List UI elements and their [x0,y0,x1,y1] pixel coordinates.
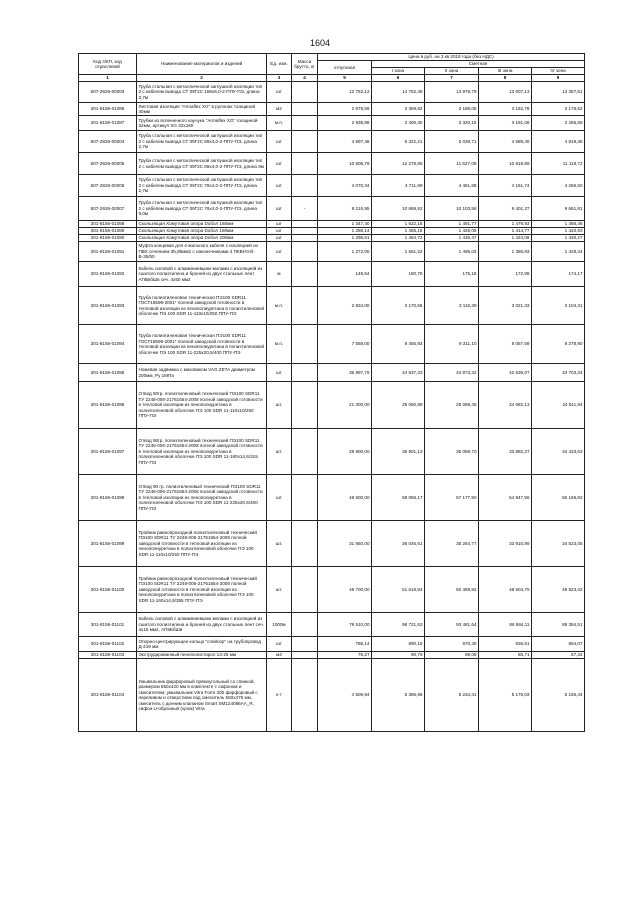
column-number: 8 [479,75,532,82]
zone-2-price: 89,08 [425,652,479,659]
header-zone-3: III зона [479,68,532,75]
zone-4-price: 24 611,94 [532,382,585,429]
page-number: 1604 [309,38,331,48]
zone-2-price: 25 059,45 [425,382,479,429]
item-code: 507-2926-00004 [79,131,137,153]
item-mass [292,613,318,637]
table-row [79,521,585,567]
item-code: 301-8156-01101 [79,613,137,637]
zone-2-price: 57 177,90 [425,475,479,521]
zone-4-price: 34 523,05 [532,521,585,567]
table-row [79,475,585,521]
header-unit: Ед. изм. [267,54,292,75]
item-code: 301-8156-01098 [79,475,137,521]
zone-1-price: 12 278,85 [372,153,425,175]
zone-3-price: 4 151,74 [479,175,532,197]
release-price: 4 070,34 [318,175,372,197]
item-code: 301-8156-01102 [79,637,137,652]
column-number: 2 [137,75,267,82]
zone-3-price: 85,71 [479,652,532,659]
header-name: Наименование материалов и изделий [137,54,267,75]
table-row [79,262,585,287]
item-name: Труба стальная с металлической заглушкой изоляции тип 2 с кабелем вывода СТ 09Г2С 76х4,0-2-ППУ-ПЭ, длина 2,7м [137,175,267,197]
item-unit: м2 [267,103,292,116]
zone-2-price: 1 491,77 [425,221,479,228]
header-estimate: Сметная [372,61,585,68]
release-price: 148,64 [318,262,372,287]
header-mass: Масса брутто, кг [292,54,318,75]
zone-2-price: 4 461,68 [425,175,479,197]
table-row [79,637,585,652]
item-unit: шт. [267,382,292,429]
zone-2-price: 11 627,09 [425,153,479,175]
zone-1-price: 98 721,53 [372,613,425,637]
zone-3-price: 1 479,93 [479,221,532,228]
item-mass [292,637,318,652]
zone-1-price: 3 170,66 [372,287,425,325]
zone-4-price: 43 703,34 [532,364,585,382]
zone-4-price: 174,17 [532,262,585,287]
zone-2-price: 5 234,41 [425,659,479,732]
item-mass [292,382,318,429]
header-price-group: Цена в руб. на 3 кв 2019 года (без НДС) [318,54,585,61]
item-name: Листовая изоляция "Armaflex XG" в рулонах толщиной 40мм [137,103,267,116]
table-row [79,116,585,131]
item-mass: - [292,197,318,221]
item-mass [292,221,318,228]
item-name: Отвод 60гр. полиэтиленовый технический ПЭ100 SDR11 ТУ 2248-006-21761654-2008 полной заводской готовности в тепловой изоляции из пенополиуретана в полиэтиленовой оболочке ПЭ 100 SDR 11-110х10/250 ППУ-ПЭ [137,382,267,429]
zone-1-price: 58 056,17 [372,475,425,521]
zone-4-price: 3 176,52 [532,103,585,116]
item-unit: м.п. [267,325,292,364]
column-number: 1 [79,75,137,82]
item-code: 301-8156-01090 [79,235,137,242]
item-code: 301-8156-01096 [79,382,137,429]
zone-3-price: 33 892,37 [479,429,532,475]
release-price: 1 296,61 [318,235,372,242]
header-zone-1: I зона [372,68,425,75]
item-unit: шт [267,131,292,153]
zone-1-price: 35 901,13 [372,429,425,475]
zone-3-price: 86 984,11 [479,613,532,637]
header-code: Код ОКП, код отраслевой [79,54,137,75]
zone-2-price: 93 481,64 [425,613,479,637]
table-row [79,567,585,613]
header-release: отпускная [318,61,372,75]
zone-1-price: 5 322,21 [372,131,425,153]
zone-3-price: 1 414,77 [479,228,532,235]
column-number: 7 [425,75,479,82]
table-row [79,235,585,242]
zone-1-price: 1 622,16 [372,221,425,228]
item-code: 507-2926-00003 [79,82,137,103]
zone-3-price: 3 191,06 [479,116,532,131]
item-mass [292,325,318,364]
zone-4-price: 5 186,44 [532,659,585,732]
item-code: 301-8156-01088 [79,221,137,228]
item-name: Труба стальная с металлической заглушкой изоляции тип 2 с кабелем вывода СТ 09Г2С 89х4,0-2-ППУ-ПЭ, длина 9м [137,153,267,175]
item-code: 301-8156-01092 [79,262,137,287]
zone-4-price: 89 394,51 [532,613,585,637]
zone-4-price: 49 523,42 [532,567,585,613]
zone-2-price: 43 873,32 [425,364,479,382]
zone-2-price: 1 435,47 [425,235,479,242]
release-price: 31 950,00 [318,521,372,567]
item-code: 301-8156-01087 [79,116,137,131]
item-name: Скользящая Хомутовая опора Dобол 180мм [137,228,267,235]
table-row [79,613,585,637]
zone-2-price: 1 495,03 [425,242,479,262]
release-price: 4 509,94 [318,659,372,732]
item-name: Трубки из вспененного каучука "Armaflex XG" толщиной 32мм, артикул XG 32х160 [137,116,267,131]
item-code: 301-8156-01089 [79,228,137,235]
price-table [78,53,585,732]
zone-3-price: 10 818,89 [479,153,532,175]
item-mass [292,116,318,131]
table-row [79,287,585,325]
zone-2-price: 10 103,56 [425,197,479,221]
zone-2-price: 175,18 [425,262,479,287]
release-price: 2 878,56 [318,103,372,116]
zone-1-price: 5 386,96 [372,659,425,732]
zone-3-price: 24 082,13 [479,382,532,429]
table-row [79,228,585,235]
item-unit: м.п. [267,116,292,131]
column-number: 4 [292,75,318,82]
item-code: 301-8156-01094 [79,325,137,364]
column-number: 6 [372,75,425,82]
zone-1-price: 3 400,30 [372,116,425,131]
item-unit: шт [267,637,292,652]
zone-3-price: 42 535,07 [479,364,532,382]
table-row [79,382,585,429]
zone-1-price: 4 711,99 [372,175,425,197]
zone-4-price: 854,07 [532,637,585,652]
release-price: 1 288,14 [318,228,372,235]
zone-1-price: 51 618,84 [372,567,425,613]
item-unit: шт. [267,567,292,613]
item-name: Ножевая задвижка с маховиком VAG ZETA диаметром 200мм, Ру 1МПа [137,364,267,382]
item-name: Скользящая Хомутовая опора Dобол 200мм [137,235,267,242]
item-code: 301-8156-01097 [79,429,137,475]
zone-4-price: 3 104,31 [532,287,585,325]
zone-2-price: 5 039,71 [425,131,479,153]
zone-1-price: 14 762,38 [372,82,425,103]
zone-1-price: 180,75 [372,262,425,287]
table-row [79,242,585,262]
release-price: 9 216,95 [318,197,372,221]
item-code: 301-8156-01104 [79,659,137,732]
item-name: Кабель силовой с алюминиевыми жилами с изоляцией из сшитого полиэтилена и броней из двух стальных лент АПвБбШв сеч. 4х50 мм2 [137,262,267,287]
item-unit: шт. [267,429,292,475]
item-unit: шт [267,228,292,235]
item-name: Тройник равнопроходной полиэтиленовый технический ПЭ100 SDR11 ТУ 2248-006-21761654-2008 полной заводской готовности в тепловой изоляции из пенополиуретана в полиэтиленовой оболочке ПЭ 100 SDR 11-110х10/250 ППУ-ПЭ [137,521,267,567]
item-code: 301-8156-01093 [79,287,137,325]
zone-2-price: 3 116,39 [425,287,479,325]
zone-2-price: 8 311,10 [425,325,479,364]
item-mass [292,175,318,197]
zone-1-price: 1 464,72 [372,235,425,242]
table-row [79,364,585,382]
item-mass [292,228,318,235]
zone-4-price: 1 486,36 [532,221,585,228]
item-mass [292,364,318,382]
zone-1-price: 44 637,33 [372,364,425,382]
zone-4-price: 11 118,72 [532,153,585,175]
zone-1-price: 1 561,22 [372,242,425,262]
release-price: 29 900,00 [318,429,372,475]
item-name: Экструдированный пенополистирол 13-25 мм [137,652,267,659]
zone-3-price: 3 021,33 [479,287,532,325]
release-price: 1 272,00 [318,242,372,262]
zone-4-price: 1 430,27 [532,235,585,242]
table-row [79,175,585,197]
item-mass [292,567,318,613]
table-row [79,131,585,153]
item-unit: шт. [267,521,292,567]
item-code: 301-8156-01103 [79,652,137,659]
zone-3-price: 1 424,08 [479,235,532,242]
zone-1-price: 8 455,93 [372,325,425,364]
release-price: 79 510,00 [318,613,372,637]
item-unit: шт [267,153,292,175]
release-price: 7 558,00 [318,325,372,364]
table-row [79,82,585,103]
zone-4-price: 1 420,93 [532,228,585,235]
item-name: Умывальник фарфоровый прямоугольный со спинкой, размером 550х420 мм в комплекте с сифоном и смесителем; умывальник Vitra Form 300 фарфоровый с переливом и отверстием под смеситель 550х475 мм, смеситель с донним клапаном Smart SM124086AA_R, сифон U-образный (хром) Vitra [137,659,267,732]
zone-2-price: 3 320,16 [425,116,479,131]
item-code: 301-8156-01100 [79,567,137,613]
release-price: 45 700,00 [318,567,372,613]
table-row [79,659,585,732]
item-code: 507-2926-00005 [79,153,137,175]
item-name: Кабель силовой с алюминиевыми жилами с изоляцией из сшитого полиэтилена и броней из двух стальных лент сеч. 4х16 мм2, АПвБбШв [137,613,267,637]
item-unit: шт [267,82,292,103]
item-mass [292,131,318,153]
item-code: 301-8156-01099 [79,521,137,567]
column-number: 3 [267,75,292,82]
item-mass [292,659,318,732]
column-number: 9 [532,75,585,82]
release-price: 36 897,76 [318,364,372,382]
item-unit: шт [267,364,292,382]
zone-1-price: 36 046,61 [372,521,425,567]
item-unit: м [267,262,292,287]
zone-3-price: 4 589,40 [479,131,532,153]
column-number-row [79,75,585,82]
table-row [79,325,585,364]
release-price: 48 600,00 [318,475,372,521]
zone-1-price: 890,18 [372,637,425,652]
item-mass [292,429,318,475]
zone-4-price: 4 819,36 [532,131,585,153]
item-name: Муфта концевая для 4-жильного кабеля с изоляцией из ПВХ сечением 35,95мм2 с наконечниками 4 ПКВНтпб-В-35/50 [137,242,267,262]
zone-3-price: 8 057,59 [479,325,532,364]
zone-1-price: 10 669,92 [372,197,425,221]
item-name: Отвод 90гр. полиэтиленовый технический ПЭ100 SDR11 ТУ 2248-006-21761654-2008 полной заводской готовности в тепловой изоляции из пенополиуретана в полиэтиленовой оболочке ПЭ 100 SDR 11-160х14,6/315 ППУ-ПЭ [137,429,267,475]
item-code: 301-8156-01086 [79,103,137,116]
item-name: Труба полиэтиленовая техническая ПЭ100 SDR11 ГОСТ18599-2001* полной заводской готовности в тепловой изоляции из пенополиуретана в полиэтиленовой оболочке ПЭ 100 SDR 11-110х10/250 ППУ-ПЭ [137,287,267,325]
zone-2-price: 3 188,05 [425,103,479,116]
item-name: Тройник равнопроходной полиэтиленовый технический ПЭ100 SDR11 ТУ 2248-006-21761654-2008 полной заводской готовности в тепловой изоляции из пенополиуретана в полиэтиленовой оболочке ПЭ 100 SDR 11-160х14,6/355 ППУ-ПЭ [137,567,267,613]
zone-2-price: 35 059,70 [425,429,479,475]
item-name: Труба полиэтиленовая техническая ПЭ100 SDR11 ГОСТ18599-2001* полной заводской готовности в тепловой изоляции из пенополиуретана в полиэтиленовой оболочке ПЭ 100 SDR 11-225х20,5/400 ППУ-ПЭ [137,325,267,364]
zone-2-price: 50 469,92 [425,567,479,613]
zone-3-price: 836,51 [479,637,532,652]
zone-2-price: 35 264,77 [425,521,479,567]
item-mass [292,652,318,659]
item-unit: шт [267,197,292,221]
zone-1-price: 90,79 [372,652,425,659]
item-mass [292,475,318,521]
column-number: 5 [318,75,372,82]
item-mass [292,242,318,262]
zone-3-price: 48 504,75 [479,567,532,613]
zone-1-price: 25 060,88 [372,382,425,429]
item-unit: шт [267,235,292,242]
item-name: Отвод 90 гр. полиэтиленовый технический ПЭ100 SDR11 ТУ 2248-006-21761654-2008 полной заводской готовности в тепловой изоляции из пенополиуретана в полиэтиленовой оболочке ПЭ 100 SDR 11-225х20,5/400 ППУ-ПЭ [137,475,267,521]
zone-3-price: 13 007,13 [479,82,532,103]
zone-3-price: 9 401,27 [479,197,532,221]
release-price: 788,14 [318,637,372,652]
item-unit: шт [267,221,292,228]
zone-3-price: 172,99 [479,262,532,287]
zone-4-price: 9 661,81 [532,197,585,221]
item-unit: м3 [267,652,292,659]
zone-1-price: 1 455,16 [372,228,425,235]
zone-4-price: 13 367,61 [532,82,585,103]
item-name: Труба стальная с металлической заглушкой изоляции тип 2 с кабелем вывода СТ 09Г2С 76х4,0-2-ППУ-ПЭ, длина 9,0м [137,197,267,221]
zone-2-price: 13 978,79 [425,82,479,103]
item-unit: к-т [267,659,292,732]
release-price: 2 938,98 [318,116,372,131]
zone-4-price: 8 278,90 [532,325,585,364]
item-unit: м.п. [267,287,292,325]
table-row [79,153,585,175]
zone-3-price: 1 386,83 [479,242,532,262]
item-unit: шт [267,175,292,197]
item-mass [292,521,318,567]
table-row [79,197,585,221]
zone-4-price: 4 266,60 [532,175,585,197]
item-code: 507-2926-00006 [79,175,137,197]
item-name: Труба стальная с металлической заглушкой изоляции тип 2 с кабелем вывода СТ 09Г2С 159х6,0-2-ППУ-ПЭ, длина 3,7м [137,82,267,103]
zone-2-price: 1 426,09 [425,228,479,235]
zone-3-price: 5 175,03 [479,659,532,732]
zone-4-price: 87,42 [532,652,585,659]
item-mass [292,153,318,175]
item-code: 301-8156-01091 [79,242,137,262]
release-price: 76,27 [318,652,372,659]
item-name: Опорно-центрирующее кольцо "спейсер" на трубопровод Д-219 мм [137,637,267,652]
zone-3-price: 54 947,96 [479,475,532,521]
table-row [79,429,585,475]
zone-3-price: 3 162,76 [479,103,532,116]
release-price: 1 347,40 [318,221,372,228]
item-unit: 1000м [267,613,292,637]
item-name: Труба стальная с металлической заглушкой изоляции тип 2 с кабелем вывода СТ 09Г2С 89х4,0-2-ППУ-ПЭ, длина 2,7м [137,131,267,153]
item-code: 507-2926-00007 [79,197,137,221]
zone-4-price: 3 256,58 [532,116,585,131]
item-mass [292,103,318,116]
zone-2-price: 870,40 [425,637,479,652]
zone-3-price: 33 910,89 [479,521,532,567]
table-row [79,652,585,659]
zone-1-price: 3 369,82 [372,103,425,116]
release-price: 2 834,00 [318,287,372,325]
release-price: 4 597,46 [318,131,372,153]
release-price: 21 300,00 [318,382,372,429]
item-mass [292,82,318,103]
header-zone-2: II зона [425,68,479,75]
release-price: 12 752,12 [318,82,372,103]
item-name: Скользящая Хомутовая опора Dобол 160мм [137,221,267,228]
release-price: 10 606,78 [318,153,372,175]
table-row [79,103,585,116]
item-unit: шт [267,475,292,521]
item-code: 301-8156-01095 [79,364,137,382]
item-mass [292,235,318,242]
item-mass [292,287,318,325]
zone-4-price: 1 428,34 [532,242,585,262]
zone-4-price: 34 433,63 [532,429,585,475]
item-mass [292,262,318,287]
table-row [79,221,585,228]
item-unit: шт [267,242,292,262]
zone-4-price: 56 166,82 [532,475,585,521]
header-zone-4: IV зона [532,68,585,75]
